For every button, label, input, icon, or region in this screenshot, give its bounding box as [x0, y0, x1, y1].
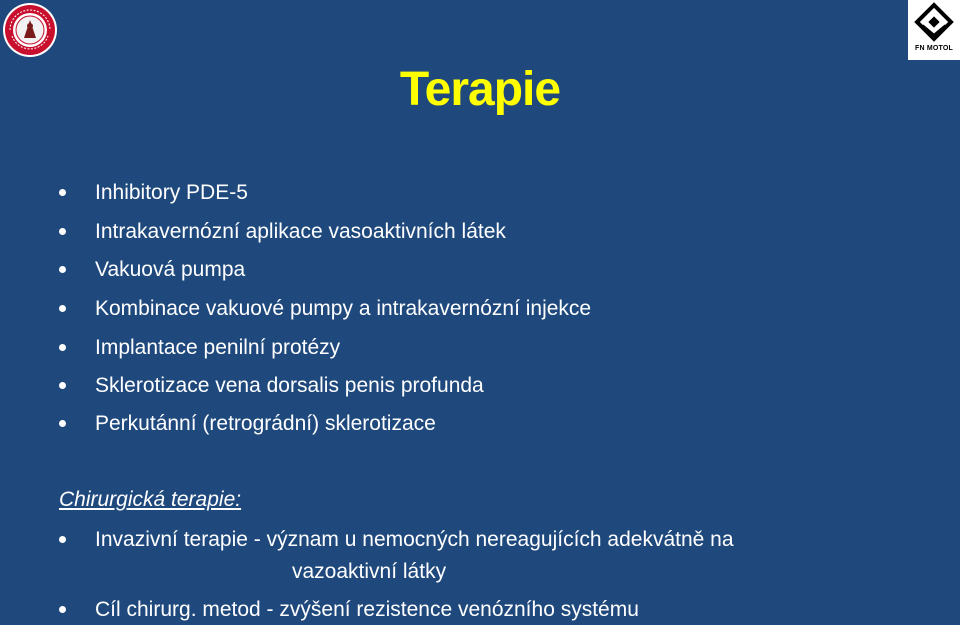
logo-caption: FN MOTOL	[914, 45, 954, 52]
list-item-continuation: vazoaktivní látky	[292, 560, 447, 583]
bullet-icon	[59, 382, 66, 389]
fn-motol-logo	[908, 0, 960, 60]
list-item-text: Invazivní terapie - význam u nemocných nereagujících adekvátně na	[95, 528, 734, 551]
list-item-text: Vakuová pumpa	[95, 258, 246, 281]
bullet-icon	[59, 420, 66, 427]
bullet-icon	[59, 189, 66, 196]
bullet-icon	[59, 228, 66, 235]
list-item-text: Cíl chirurg. metod - zvýšení rezistence venózního systému	[95, 598, 639, 621]
list-item-text: Kombinace vakuové pumpy a intrakavernózní injekce	[95, 297, 592, 320]
section-heading: Chirurgická terapie:	[59, 488, 242, 511]
list-item-text: Implantace penilní protézy	[95, 336, 341, 359]
bullet-icon	[59, 344, 66, 351]
bullet-icon	[59, 606, 66, 613]
bullet-icon	[59, 536, 66, 543]
university-seal-logo	[2, 2, 58, 58]
list-item-text: Inhibitory PDE-5	[95, 181, 248, 204]
bullet-icon	[59, 305, 66, 312]
bullet-icon	[59, 266, 66, 273]
list-item-text: Sklerotizace vena dorsalis penis profunda	[95, 374, 484, 397]
list-item-text: Perkutánní (retrográdní) sklerotizace	[95, 412, 436, 435]
list-item-text: Intrakavernózní aplikace vasoaktivních látek	[95, 220, 506, 243]
fn-motol-emblem-icon	[908, 0, 960, 44]
slide-title: Terapie	[399, 63, 561, 116]
